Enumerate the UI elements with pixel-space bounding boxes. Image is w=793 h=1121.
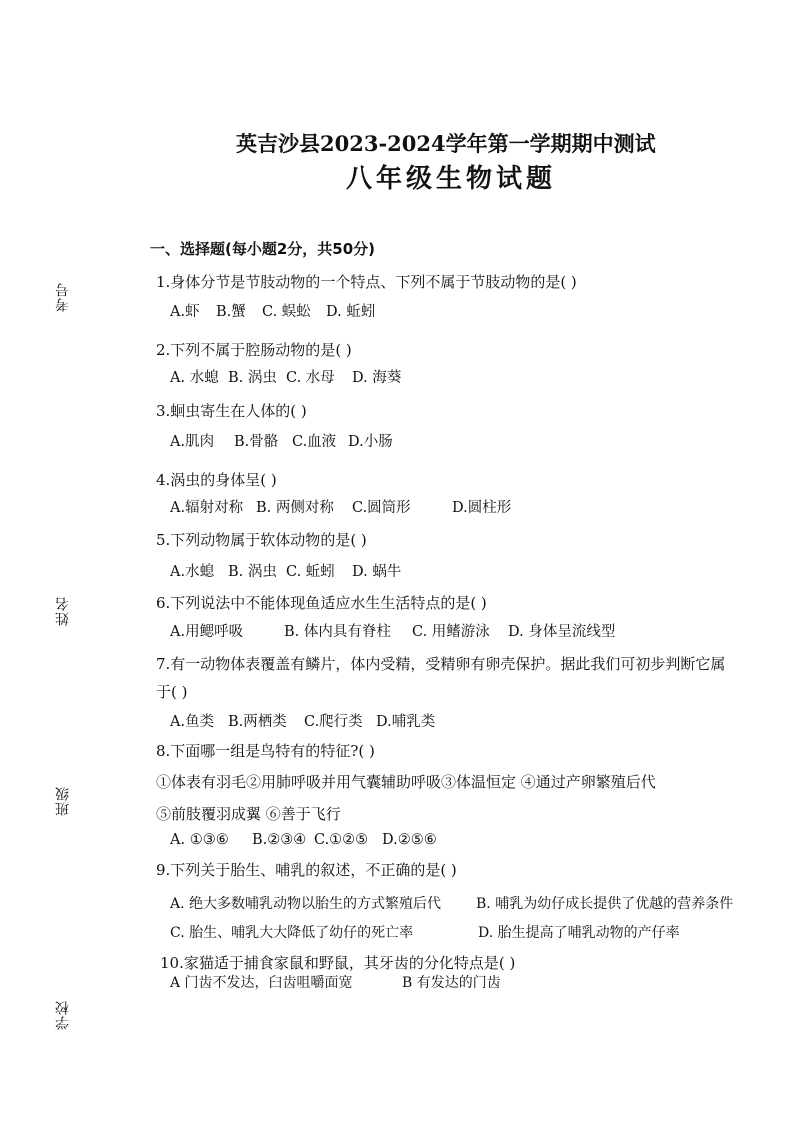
- side-label-school: 学校: [55, 1000, 71, 1030]
- option: A.肌肉: [170, 434, 215, 450]
- option: C. 蜈蚣: [262, 304, 311, 320]
- option: C.爬行类: [304, 714, 363, 730]
- option: D.②⑤⑥: [382, 832, 437, 848]
- question-stem: 6.下列说法中不能体现鱼适应水生生活特点的是( ): [156, 594, 487, 612]
- option: B.两栖类: [228, 714, 287, 730]
- option: C. 胎生、哺乳大大降低了幼仔的死亡率: [170, 925, 414, 941]
- option: C. 用鳍游泳: [412, 624, 490, 640]
- question-options: [170, 894, 733, 914]
- question-options: [170, 973, 501, 993]
- option: A.用鳃呼吸: [170, 624, 244, 640]
- question-options: [170, 368, 401, 388]
- option: A.辐射对称: [170, 500, 244, 516]
- question-options: [170, 562, 401, 582]
- option: A 门齿不发达，臼齿咀嚼面宽: [170, 975, 353, 991]
- option: C.①②⑤: [314, 832, 369, 848]
- option: D.小肠: [348, 434, 393, 450]
- question-options: [170, 498, 511, 518]
- exam-title: 英吉沙县2023-2024学年第一学期期中测试: [236, 131, 656, 156]
- question-stem: 1.身体分节是节肢动物的一个特点、下列不属于节肢动物的是( ): [156, 273, 577, 291]
- option: D.哺乳类: [376, 714, 436, 730]
- option: A. 绝大多数哺乳动物以胎生的方式繁殖后代: [170, 896, 442, 912]
- side-label-class: 班级: [55, 786, 71, 816]
- feature-list: ⑤前肢覆羽成翼 ⑥善于飞行: [156, 805, 341, 823]
- option: B.②③④: [252, 832, 307, 848]
- option: B 有发达的门齿: [402, 975, 501, 991]
- side-label-name: 姓名: [55, 596, 71, 626]
- option: B. 哺乳为幼仔成长提供了优越的营养条件: [476, 896, 734, 912]
- question-options: [170, 712, 435, 732]
- option: A. ①③⑥: [170, 832, 229, 848]
- option: C. 蚯蚓: [286, 564, 335, 580]
- question-options: [170, 622, 615, 642]
- question-stem: 7.有一动物体表覆盖有鳞片，体内受精，受精卵有卵壳保护。据此我们可初步判断它属: [156, 655, 726, 673]
- question-options: [170, 830, 437, 850]
- option: D. 海葵: [352, 370, 402, 386]
- question-options: [170, 923, 680, 943]
- option: D. 身体呈流线型: [508, 624, 616, 640]
- question-stem-continued: 于( ): [156, 683, 188, 701]
- option: C.圆筒形: [352, 500, 411, 516]
- option: A.虾: [170, 304, 200, 320]
- question-stem: 4.涡虫的身体呈( ): [156, 471, 277, 489]
- option: B.蟹: [216, 304, 246, 320]
- exam-subtitle: 八年级生物试题: [346, 164, 557, 194]
- option: A. 水螅: [170, 370, 219, 386]
- option: D.圆柱形: [452, 500, 512, 516]
- question-stem: 10.家猫适于捕食家鼠和野鼠，其牙齿的分化特点是( ): [160, 954, 516, 972]
- feature-list: ①体表有羽毛②用肺呼吸并用气囊辅助呼吸③体温恒定 ④通过产卵繁殖后代: [156, 773, 656, 791]
- side-label-exam-no: 考号: [55, 282, 71, 312]
- question-stem: 5.下列动物属于软体动物的是( ): [156, 531, 367, 549]
- option: D. 蜗牛: [352, 564, 402, 580]
- option: D. 蚯蚓: [326, 304, 376, 320]
- option: D. 胎生提高了哺乳动物的产仔率: [478, 925, 680, 941]
- question-stem: 2.下列不属于腔肠动物的是( ): [156, 341, 352, 359]
- option: C. 水母: [286, 370, 335, 386]
- option: B. 涡虫: [228, 370, 277, 386]
- option: B. 两侧对称: [256, 500, 334, 516]
- option: A.水螅: [170, 564, 215, 580]
- question-options: [170, 302, 375, 322]
- option: A.鱼类: [170, 714, 215, 730]
- question-options: [170, 432, 393, 452]
- option: C.血液: [292, 434, 337, 450]
- option: B.骨骼: [234, 434, 279, 450]
- section-heading: 一、选择题(每小题2分，共50分): [150, 240, 376, 258]
- question-stem: 8.下面哪一组是鸟特有的特征?( ): [156, 742, 375, 760]
- option: B. 涡虫: [228, 564, 277, 580]
- question-stem: 9.下列关于胎生、哺乳的叙述，不正确的是( ): [156, 861, 457, 879]
- question-stem: 3.蛔虫寄生在人体的( ): [156, 402, 307, 420]
- option: B. 体内具有脊柱: [284, 624, 391, 640]
